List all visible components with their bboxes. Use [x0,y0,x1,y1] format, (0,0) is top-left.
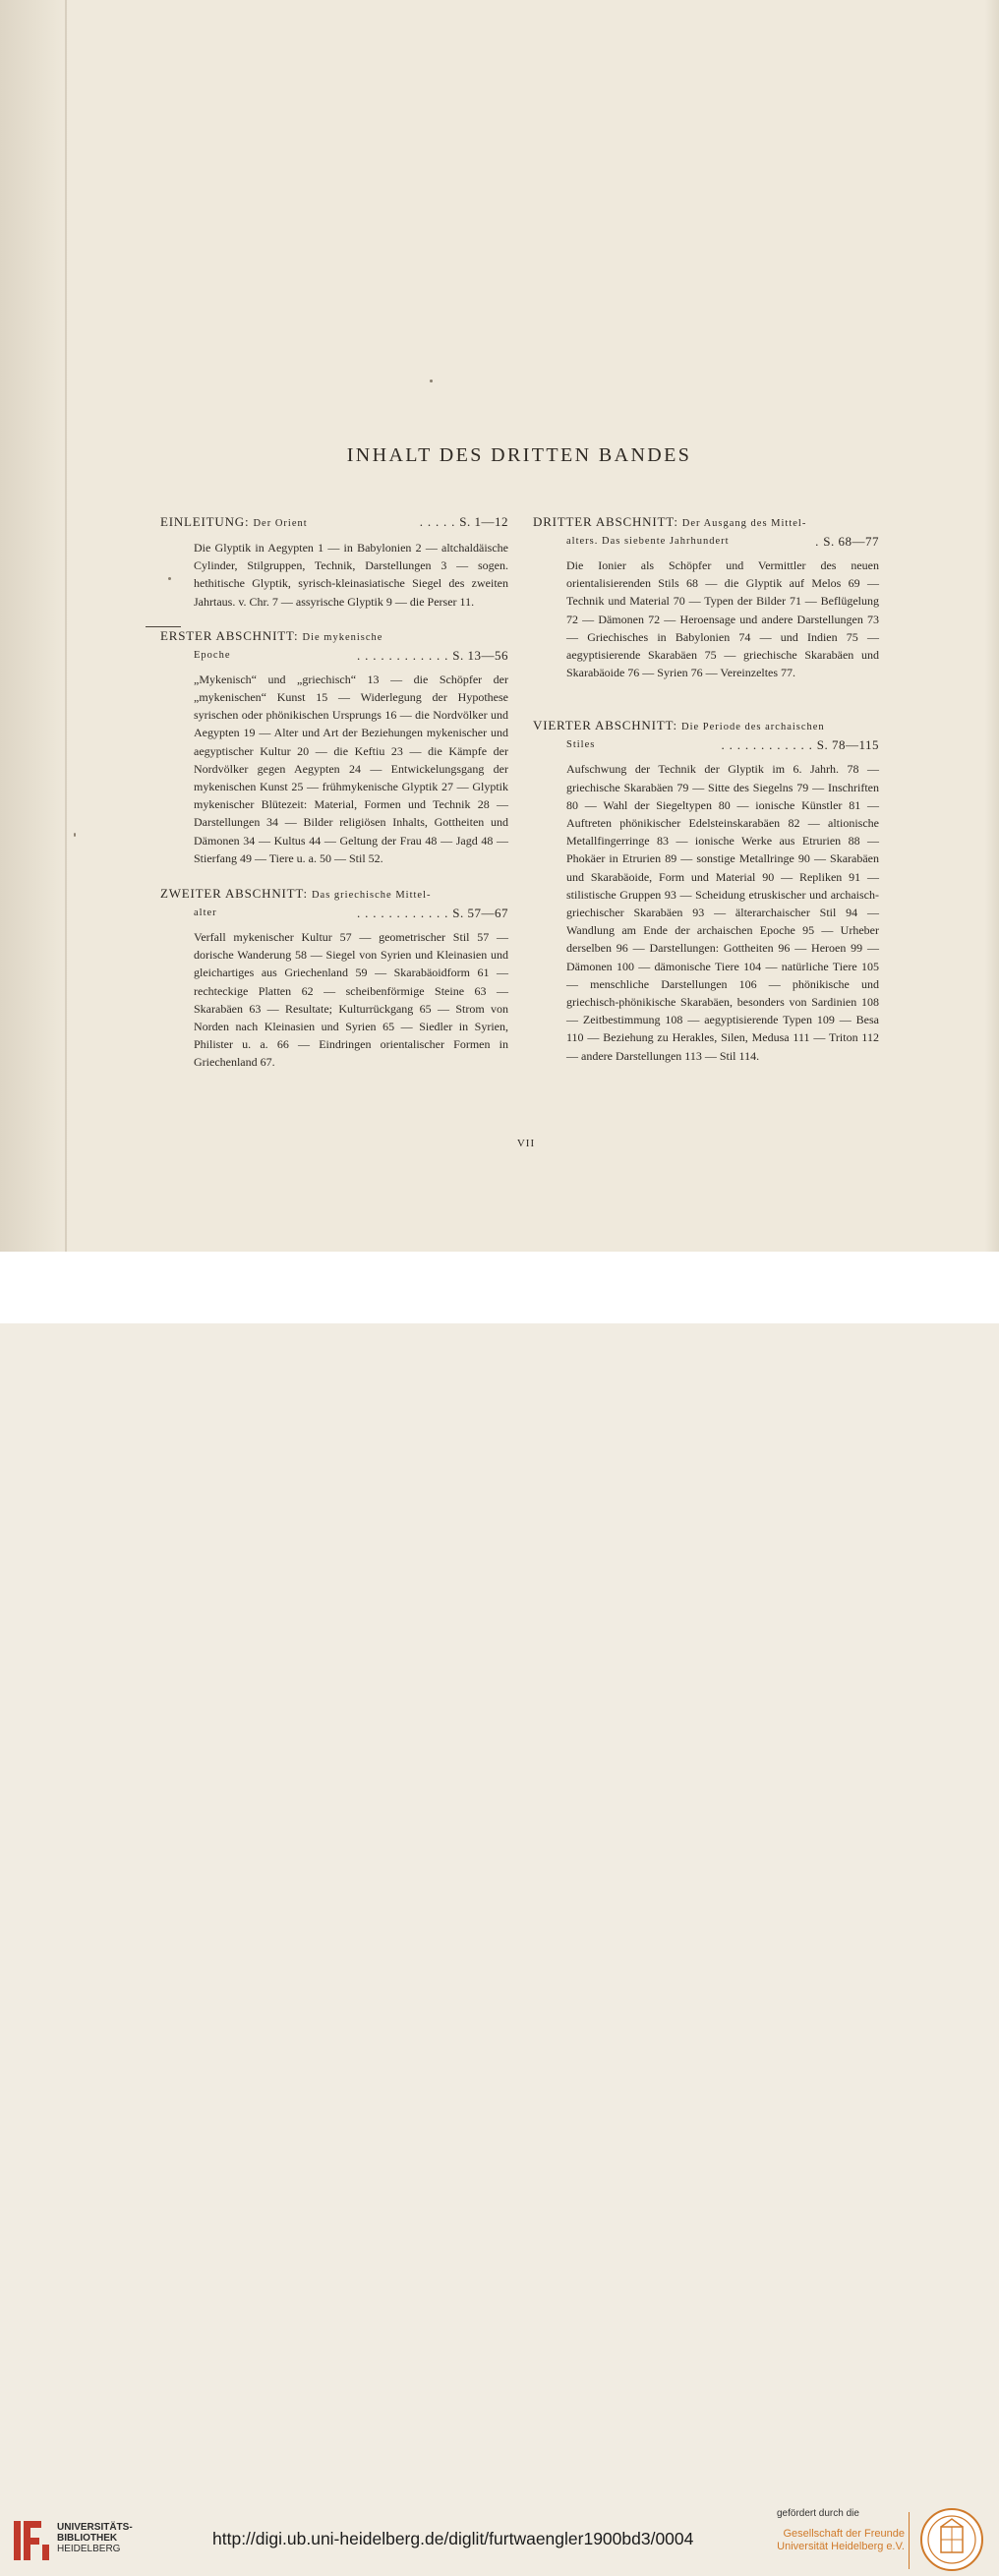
heading-cont: Stiles [566,739,596,751]
paper-speck [430,380,433,382]
permalink-url[interactable]: http://digi.ub.uni-heidelberg.de/diglit/furtwaengler1900bd3/0004 [212,2529,694,2548]
section-heading-cont [160,905,508,922]
right-column [533,513,879,1084]
section-heading [533,513,879,533]
heading-cont: Epoche [194,649,231,661]
page-range: S. 1—12 [459,514,508,529]
page-range: S. 13—56 [452,647,508,663]
society-name[interactable] [777,2528,905,2553]
digitization-footer [0,1252,999,2554]
section-heading-cont [160,647,508,665]
section-heading [160,885,508,905]
heading-sub: Der Orient [253,518,308,529]
toc-section-zweiter-abschnitt [160,885,508,1072]
library-name-line3: HEIDELBERG [57,2544,121,2554]
leader-dots: . . . . . . . . . . . . [357,906,449,921]
page-edge-shadow [985,0,999,1252]
heading-cont: alter [194,907,217,919]
toc-section-dritter-abschnitt [533,513,879,681]
page-range: S. 78—115 [816,737,879,753]
society-name-line2: Universität Heidelberg e.V. [777,2541,905,2552]
page-number: VII [516,1138,536,1149]
leader-dots: . . . . . [419,514,456,529]
leader-dots: . . . . . . . . . . . . [721,737,813,753]
society-name-line1: Gesellschaft der Freunde [783,2528,905,2540]
page-title: INHALT DES DRITTEN BANDES [346,444,692,466]
section-heading [160,627,508,647]
university-seal-icon[interactable] [919,2507,984,2576]
book-page [0,0,999,1252]
section-heading-cont [533,736,879,754]
funded-by-label: gefördert durch die [777,2508,859,2519]
heading-main: ZWEITER ABSCHNITT: [160,886,308,902]
toc-section-einleitung [160,513,508,611]
page-range: S. 57—67 [452,906,508,921]
page-gutter [0,0,69,1252]
footer-divider [909,2512,910,2569]
heading-cont: alters. Das siebente Jahrhundert [566,536,730,547]
heading-main: VIERTER ABSCHNITT: [533,718,677,733]
library-name-line2: BIBLIOTHEK [57,2533,118,2544]
heading-main: EINLEITUNG: [160,514,250,529]
heading-sub: Das griechische Mittel- [311,890,432,902]
toc-section-erster-abschnitt [160,627,508,867]
gutter-fold [65,0,67,1252]
section-heading-cont [533,533,879,551]
left-column [160,513,508,1091]
heading-main: ERSTER ABSCHNITT: [160,627,299,643]
paper-speck [74,833,76,837]
toc-section-vierter-abschnitt [533,717,879,1064]
section-summary: Die Ionier als Schöpfer und Vermittler des neuen orientalisierenden Stils 68 — die Glyptik auf Melos 69 — Technik und Material 70 — Typen der Bilder 71 — Beflügelung 72 — Dämonen 72 — Heroensage und andere Darstellungen 73 — Griechisches in Babylonien 74 — und Indien 75 — aegyptisierende Skarabäen 75 — griechische Skarabäen und Skarabäoide 76 — Syrien 76 — Vereinzeltes 77. [566,558,879,680]
library-logo-icon[interactable] [12,2517,51,2568]
heading-sub: Die Periode des archaischen [681,722,825,733]
heading-main: DRITTER ABSCHNITT: [533,514,678,529]
section-summary: Verfall mykenischer Kultur 57 — geometrischer Stil 57 — dorische Wanderung 58 — Siegel von Syrien und Kleinasien und gleichartiges aus Griechenland 59 — Skarabäoidform 61 — rechteckige Platten 62 — scheibenförmige Steine 63 — Skarabäen 63 — Resultate; Kulturrückgang 65 — Strom von Norden nach Kleinasien und Syrien 65 — Siedler in Syrien, Philister u. a. 66 — Eindringen orientalischer Formen in Griechenland 67. [194,930,508,1070]
section-heading [533,717,879,736]
heading-sub: Die mykenische [302,631,383,643]
section-heading [160,513,508,533]
leader-dots: . [815,534,820,549]
library-name[interactable] [57,2522,133,2554]
heading-sub: Der Ausgang des Mittel- [681,518,807,529]
leader-dots: . . . . . . . . . . . . [357,647,449,663]
page-range: S. 68—77 [823,534,879,549]
section-summary: „Mykenisch“ und „griechisch“ 13 — die Schöpfer der „mykenischen“ Kunst 15 — Widerlegung der Hypothese syrischen oder phönikischen Ursprungs 16 — die Nordvölker und Aegypten 19 — Alter und Art der Beziehungen mykenischer und aegyptischer Kultur 20 — die Keftiu 23 — die Kämpfe der Nordvölker gegen Aegypten 24 — Entwickelungsgang der mykenischen Kunst 25 — frühmykenische Glyptik 27 — Glyptik mykenischer Blütezeit: Material, Formen und Technik 28 — Darstellungen 34 — Bilder religiösen Inhalts, Gottheiten und Dämonen 34 — Kultus 44 — Geltung der Frau 48 — Jagd 48 — Stierfang 49 — Tiere u. a. 50 — Stil 52. [194,672,508,865]
section-summary: Aufschwung der Technik der Glyptik im 6. Jahrh. 78 — griechische Skarabäen 79 — Sitte des Siegelns 79 — Inschriften 80 — Wahl der Siegeltypen 80 — ionische Künstler 81 — Auftreten phönikischer Edelsteinskarabäen 82 — altionische Metallfingerringe 83 — ionische Werke aus Etrurien 88 — Phokäer in Etrurien 89 — sonstige Metallringe 90 — Skarabäen und Skarabäoide, Form und Material 90 — Repliken 91 — stilistische Gruppen 93 — Scheidung etruskischer und archaisch-griechischer Skarabäen 93 — älterarchaischer Stil 94 — Wandlung am Ende der archaischen Epoche 95 — Urheber derselben 96 — Darstellungen: Gottheiten 96 — Heroen 99 — Dämonen 100 — dämonische Tiere 104 — natürliche Tiere 105 — menschliche Darstellungen 106 — phönikische und griechisch-phönikische Skarabäen, besonders von Sardinien 108 — Zeitbestimmung 108 — aegyptisierende Typen 109 — Besa 110 — Beziehung zu Herakles, Silen, Medusa 111 — Triton 112 — andere Darstellungen 113 — Stil 114. [566,762,879,1063]
section-summary: Die Glyptik in Aegypten 1 — in Babylonien 2 — altchaldäische Cylinder, Stilgruppen, Technik, Darstellungen 3 — sogen. hethitische Glyptik, syrisch-kleinasiatische Siegel des zweiten Jahrtaus. v. Chr. 7 — assyrische Glyptik 9 — die Perser 11. [194,541,508,609]
library-name-line1: UNIVERSITÄTS- [57,2522,133,2533]
